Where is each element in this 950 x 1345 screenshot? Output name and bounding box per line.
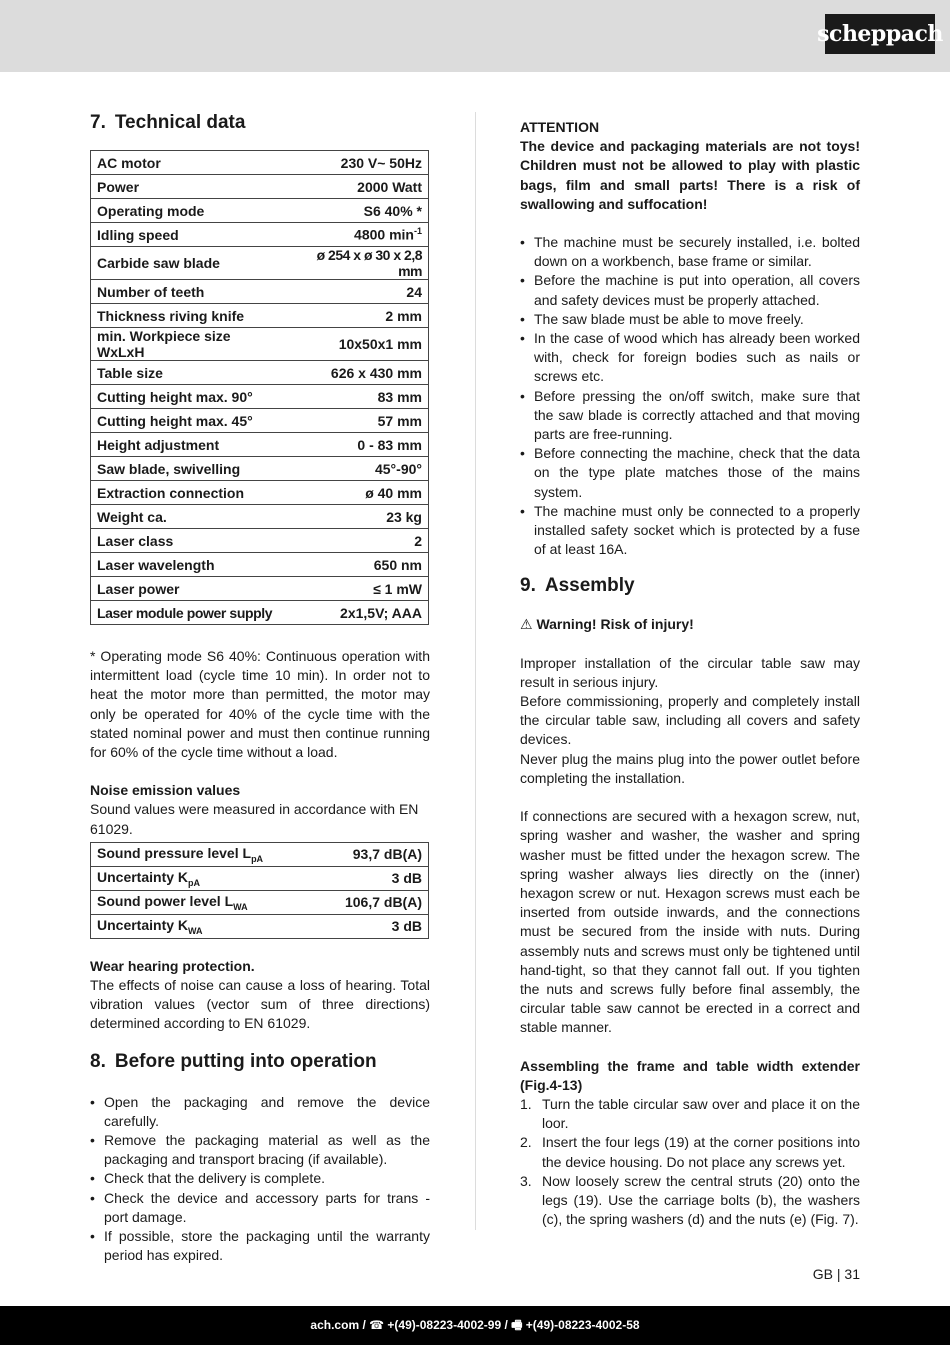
subscript: pA [251,853,264,864]
list-item: • Remove the packaging material as well as the packaging and transport bracing (if available). [90,1131,430,1169]
warning-icon: ⚠ [520,616,533,633]
subscript: WA [188,925,203,936]
table-row [91,280,429,304]
step-text: Insert the four legs (19) at the corner positions into the device housing. Do not place any screws yet. [542,1134,860,1170]
table-row [91,199,429,223]
attention-heading: ATTENTION [520,119,600,135]
spec-value: 626 x 430 mm [285,361,428,385]
spec-value: 0 - 83 mm [285,433,428,457]
before-operation-heading: 8. Before putting into operation [90,1050,377,1072]
table-row [91,481,429,505]
spec-label: Carbide saw blade [91,247,286,280]
noise-value: 3 dB [316,866,429,890]
scheppach-logo: scheppach [825,14,935,54]
noise-heading: Noise emission values [90,782,241,799]
spec-label: Number of teeth [91,280,286,304]
wear-protection-text: The effects of noise can cause a loss of hearing. Total vibration values (vector sum of three directions) determined according to EN 61029. [90,977,430,1032]
table-row [91,409,429,433]
list-item: • Before connecting the machine, check that the data on the type plate matches those of the mains system. [520,444,860,502]
list-item [520,1133,860,1171]
noise-label: Sound pressure level $L_{pA}$ [91,842,316,866]
spec-label: Operating mode [91,199,286,223]
table-row [91,304,429,328]
spec-label: Laser wavelength [91,553,286,577]
step-number: 3. [520,1172,532,1189]
spec-label: min. Workpiece size WxLxH [91,328,286,361]
list-item [520,1095,860,1133]
noise-value: 106,7 dB(A) [316,890,429,914]
noise-label: Uncertainty $K_{pA}$ [91,866,316,890]
list-item: • Check that the delivery is complete. [90,1169,430,1188]
spec-label: Extraction connection [91,481,286,505]
table-row [91,866,429,890]
table-row [91,361,429,385]
table-row [91,842,429,866]
noise-label: Uncertainty $K_{WA}$ [91,914,316,938]
spec-label: Idling speed [91,223,286,247]
list-item: • If possible, store the packaging until the warranty period has expired. [90,1227,430,1265]
list-item: • In the case of wood which has already been worked with, check for foreign bodies such as nails or screws etc. [520,329,860,387]
superscript: -1 [413,226,422,237]
list-item: • Open the packaging and remove the device carefully. [90,1093,430,1131]
table-row [91,223,429,247]
spec-value: 2000 Watt [285,175,428,199]
noise-label: Sound power level $L_{WA}$ [91,890,316,914]
safety-list [520,233,860,559]
table-row [91,175,429,199]
table-row [91,457,429,481]
table-row [91,601,429,625]
spec-value: 45°-90° [285,457,428,481]
spec-value: 83 mm [285,385,428,409]
spec-value: 230 V~ 50Hz [285,151,428,175]
table-row [91,914,429,938]
spec-label: Laser class [91,529,286,553]
operating-mode-footnote: * Operating mode S6 40%: Continuous operation with intermittent load (cycle time 10 min). In order not to heat the motor more than permitted, the motor may only be operated for 40% of the cycle time with the stated nominal power and must then continue running for 60% of the cycle time without a load. [90,648,430,761]
page-number: GB | 31 [812,1266,860,1282]
step-number: 1. [520,1095,532,1112]
step-text: Turn the table circular saw over and place it on the loor. [542,1095,860,1132]
spec-value: 2 mm [285,304,428,328]
spec-value: 24 [285,280,428,304]
warning-line: ⚠ Warning! Risk of injury! [520,616,694,633]
table-row [91,151,429,175]
table-row [91,433,429,457]
spec-value: 2 [285,529,428,553]
assembly-para-3: Never plug the mains plug into the power outlet before completing the installation. [520,750,860,786]
table-row [91,385,429,409]
table-row [91,529,429,553]
noise-value: 3 dB [316,914,429,938]
column-divider [475,112,476,1230]
tech-heading: 7. Technical data [90,112,246,133]
spec-value: 2x1,5V; AAA [285,601,428,625]
spec-value: 23 kg [285,505,428,529]
assembly-heading: 9. Assembly [520,575,635,597]
list-item: • Before pressing the on/off switch, make sure that the saw blade is correctly attached and that moving parts are free-running. [520,387,860,445]
list-item: • The machine must be securely installed, i.e. bolted down on a workbench, base frame or similar. [520,233,860,271]
spec-label: AC motor [91,151,286,175]
spec-value: S6 40% * [285,199,428,223]
assembly-steps [520,1095,860,1229]
attention-text: The device and packaging materials are not toys! Children must not be allowed to play with plastic bags, film and small parts! There is a risk of swallowing and suffocation! [520,138,860,212]
subscript: WA [233,901,248,912]
spec-label: Power [91,175,286,199]
step-text: Now loosely screw the central struts (20) onto the legs (19). Use the carriage bolts (b), the washers (c), the spring washers (d) and the nuts (e) (Fig. 7). [542,1172,860,1228]
wear-protection-heading: Wear hearing protection. [90,957,255,974]
list-item: • Before the machine is put into operation, all covers and safety devices must be properly attached. [520,271,860,309]
noise-table [90,842,429,939]
spec-value: 650 nm [285,553,428,577]
step-number: 2. [520,1134,532,1151]
technical-data-table [90,150,429,625]
spec-value: 4800 $\min^{-1}$ [285,223,428,247]
before-operation-list [90,1093,430,1266]
list-item [520,1172,860,1230]
noise-value: 93,7 dB(A) [316,842,429,866]
left-column [90,112,430,1265]
table-row [91,328,429,361]
spec-label: Table size [91,361,286,385]
table-row [91,890,429,914]
list-item: • Check the device and accessory parts for trans - port damage. [90,1189,430,1227]
table-row [91,553,429,577]
table-row [91,247,429,280]
spec-label: Cutting height max. 90° [91,385,286,409]
spec-label: Thickness riving knife [91,304,286,328]
frame-heading: Assembling the frame and table width extender (Fig.4-13) [520,1057,860,1093]
spec-value: 10x50x1 mm [285,328,428,361]
spec-value: ø 254 x ø 30 x 2,8 mm [285,247,428,280]
spec-label: Laser power [91,577,286,601]
assembly-para-1: Improper installation of the circular table saw may result in serious injury. [520,654,860,690]
spec-value: 57 mm [285,409,428,433]
spec-label: Weight ca. [91,505,286,529]
subscript: pA [188,877,201,888]
list-item: • The saw blade must be able to move freely. [520,310,860,329]
footer-contact: ach.com / ☎ +(49)-08223-4002-99 / 🖷 +(49)-08223-4002-58 [310,1318,640,1332]
spec-label: Laser module power supply [91,601,286,625]
table-row [91,505,429,529]
footer-bar [0,1306,950,1345]
header-band [0,0,950,72]
list-item: • The machine must only be connected to a properly installed safety socket which is protected by a fuse of at least 16A. [520,502,860,560]
noise-intro: Sound values were measured in accordance with EN 61029. [90,801,419,837]
right-column [520,118,860,1229]
assembly-para-2: Before commissioning, properly and completely install the circular table saw, including all covers and safety devices. [520,693,860,748]
spec-label: Height adjustment [91,433,286,457]
spec-label: Cutting height max. 45° [91,409,286,433]
table-row [91,577,429,601]
assembly-para-4: If connections are secured with a hexagon screw, nut, spring washer and washer, the washer and spring washer must be fitted under the hexagon screw. The spring washer always lies directly on the (inner) hexagon screw or nut. Hexagon screws must each be inserted from outside inwards, and the connections must be secured from the inside with nuts. During assembly nuts and screws must only be tightened until hand-tight, so that they cannot fall out. If you tighten the nuts and screws fully before final assembly, the circular table saw cannot be erected in a correct and stable manner. [520,808,860,1036]
spec-value: ø 40 mm [285,481,428,505]
spec-label: Saw blade, swivelling [91,457,286,481]
spec-value: ≤ 1 mW [285,577,428,601]
